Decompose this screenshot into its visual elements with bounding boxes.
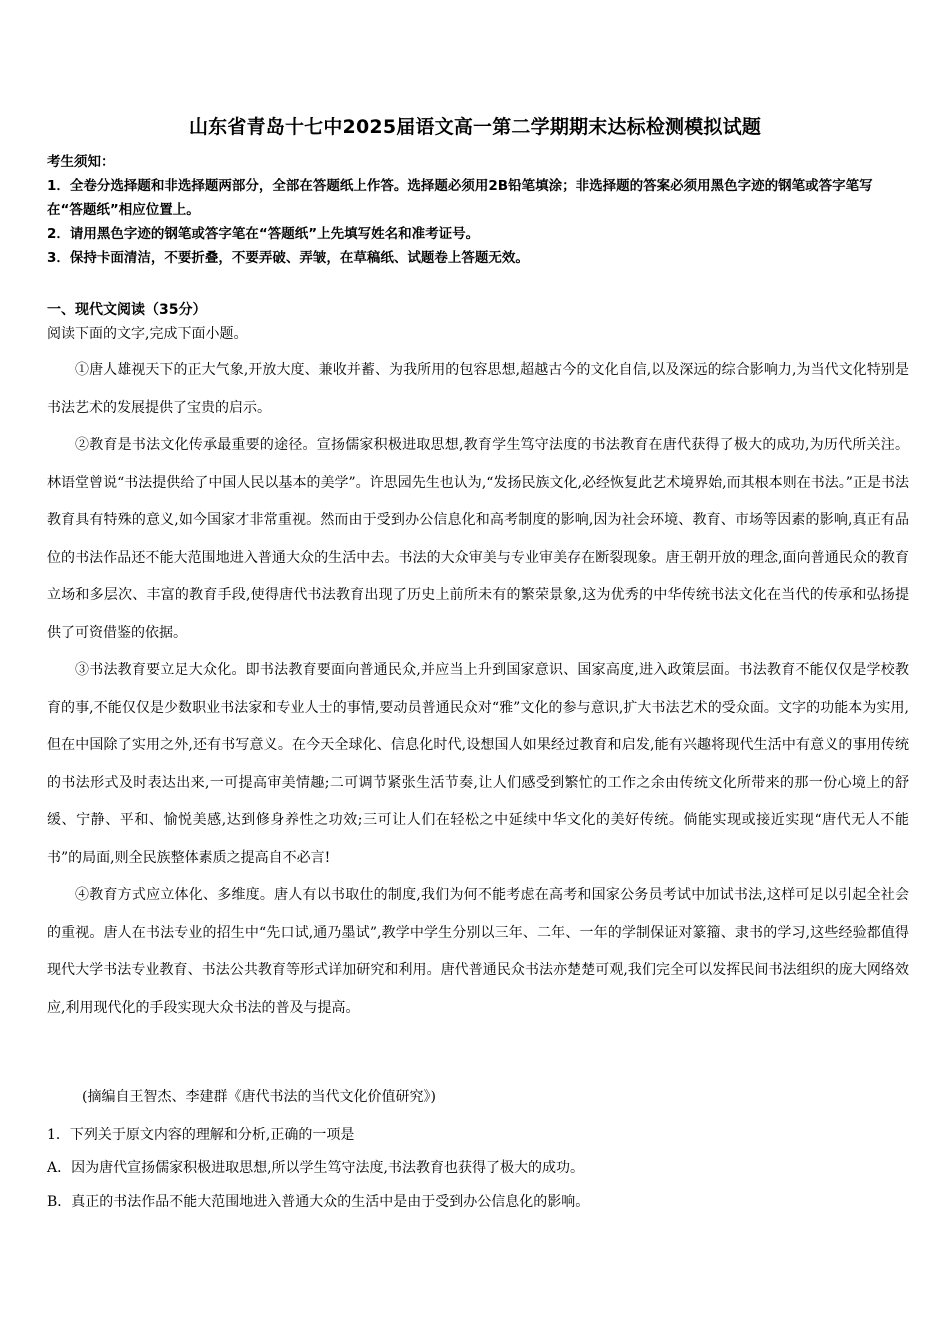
notice-item: 2．请用黑色字迹的钢笔或答字笔在“答题纸”上先填写姓名和准考证号。 [47, 226, 480, 242]
passage-source: (摘编自王智杰、李建群《唐代书法的当代文化价值研究》) [82, 1089, 436, 1105]
reading-passage [47, 352, 909, 1027]
option-a: A．因为唐代宣扬儒家积极进取思想,所以学生笃守法度,书法教育也获得了极大的成功。 [47, 1160, 585, 1176]
question-stem: 1．下列关于原文内容的理解和分析,正确的一项是 [47, 1127, 355, 1143]
passage-paragraph: ④教育方式应立体化、多维度。唐人有以书取仕的制度,我们为何不能考虑在高考和国家公务员考试中加试书法,这样可足以引起全社会的重视。唐人在书法专业的招生中“先口试,通乃墨试”,教学中学生分别以三年、二年、一年的学制保证对篆籀、隶书的学习,这些经验都值得现代大学书法专业教育、书法公共教育等形式详加研究和利用。唐代普通民众书法亦楚楚可观,我们完全可以发挥民间书法组织的庞大网络效应,利用现代化的手段实现大众书法的普及与提高。 [47, 887, 909, 1016]
reading-instruction: 阅读下面的文字,完成下面小题。 [47, 326, 248, 342]
notice-heading: 考生须知： [47, 154, 115, 170]
passage-paragraph: ②教育是书法文化传承最重要的途径。宣扬儒家积极进取思想,教育学生笃守法度的书法教育在唐代获得了极大的成功,为历代所关注。林语堂曾说“书法提供给了中国人民以基本的美学”。许思园先生也认为,“发扬民族文化,必经恢复此艺术境界始,而其根本则在书法。”正是书法教育具有特殊的意义,如今国家才非常重视。然而由于受到办公信息化和高考制度的影响,因为社会环境、教育、市场等因素的影响,真正有品位的书法作品还不能大范围地进入普通大众的生活中去。书法的大众审美与专业审美存在断裂现象。唐王朝开放的理念,面向普通民众的教育立场和多层次、丰富的教育手段,使得唐代书法教育出现了历史上前所未有的繁荣景象,这为优秀的中华传统书法文化在当代的传承和弘扬提供了可资借鉴的依据。 [47, 437, 909, 641]
section-title: 一、现代文阅读（35分） [47, 302, 207, 318]
option-b: B．真正的书法作品不能大范围地进入普通大众的生活中是由于受到办公信息化的影响。 [47, 1194, 590, 1210]
passage-paragraph: ①唐人雄视天下的正大气象,开放大度、兼收并蓄、为我所用的包容思想,超越古今的文化自信,以及深远的综合影响力,为当代文化特别是书法艺术的发展提供了宝贵的启示。 [47, 362, 909, 416]
notice-item: 3．保持卡面清洁，不要折叠，不要弄破、弄皱，在草稿纸、试题卷上答题无效。 [47, 250, 529, 266]
notice-item: 1．全卷分选择题和非选择题两部分，全部在答题纸上作答。选择题必须用2B铅笔填涂；非选择题的答案必须用黑色字迹的钢笔或答字笔写在“答题纸”相应位置上。 [47, 178, 873, 218]
page-title: 山东省青岛十七中2025届语文高一第二学期期末达标检测模拟试题 [188, 116, 762, 138]
passage-paragraph: ③书法教育要立足大众化。即书法教育要面向普通民众,并应当上升到国家意识、国家高度,进入政策层面。书法教育不能仅仅是学校教育的事,不能仅仅是少数职业书法家和专业人士的事情,要动员普通民众对“雅”文化的参与意识,扩大书法艺术的受众面。文字的功能本为实用,但在中国除了实用之外,还有书写意义。在今天全球化、信息化时代,设想国人如果经过教育和启发,能有兴趣将现代生活中有意义的事用传统的书法形式及时表达出来,一可提高审美情趣;二可调节紧张生活节奏,让人们感受到繁忙的工作之余由传统文化所带来的那一份心境上的舒缓、宁静、平和、愉悦美感,达到修身养性之功效;三可让人们在轻松之中延续中华文化的美好传统。倘能实现或接近实现“唐代无人不能书”的局面,则全民族整体素质之提高自不必言! [47, 662, 909, 866]
notice-block [47, 150, 907, 270]
